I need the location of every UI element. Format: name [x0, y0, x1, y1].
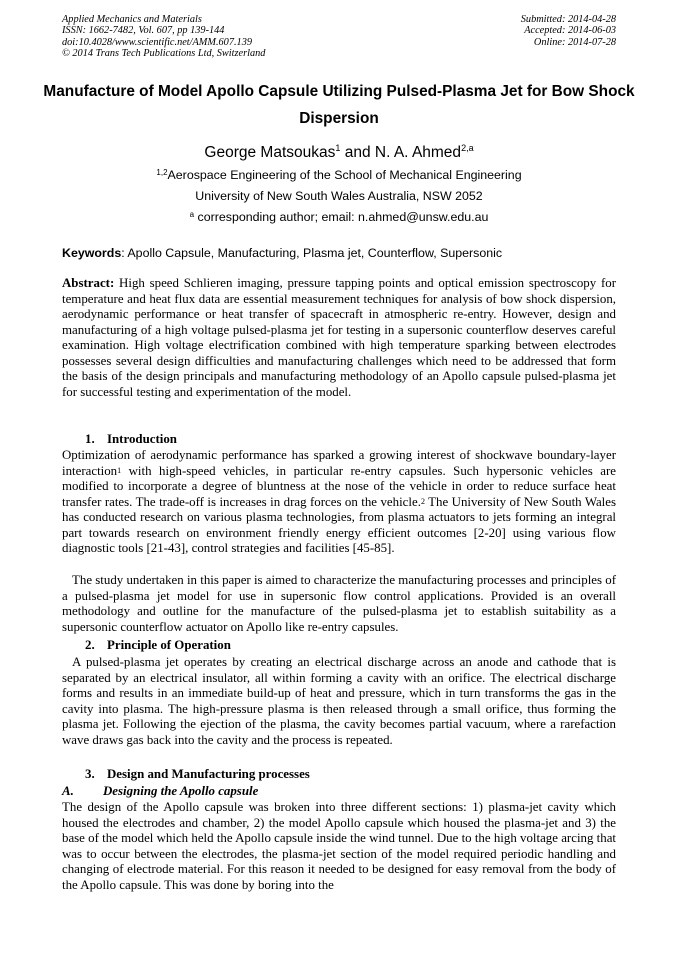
section-3-heading — [85, 767, 310, 782]
section-2-heading — [85, 638, 231, 653]
copyright: © 2014 Trans Tech Publications Ltd, Switzerland — [62, 47, 266, 59]
submitted-date: Submitted: 2014-04-28 — [520, 14, 616, 25]
section-1-heading — [85, 432, 177, 447]
paper-title: Manufacture of Model Apollo Capsule Utilizing Pulsed-Plasma Jet for Bow Shock Dispersion — [43, 83, 635, 127]
section-2-title: Principle of Operation — [107, 638, 231, 652]
section-2-paragraph-1: A pulsed-plasma jet operates by creating an electrical discharge across an anode and cathode that is separated by an electrical insulator, all within forming a cavity with an orifice. The electrical discharge forms and results in an immediate build-up of heat and pressure, which in turn transforms the gas in the cavity into plasma. The high-pressure plasma is then released through a small orifice, thus forming the plasma jet. Following the ejection of the plasma, the cavity becomes partial vacuum, where a rarefaction wave draws gas back into the cavity and the process is repeated. — [62, 655, 616, 747]
keywords-label: Keywords — [62, 246, 122, 260]
journal-name: Applied Mechanics and Materials — [62, 14, 202, 25]
affiliation-sup: 1,2 — [156, 168, 168, 177]
affiliation-line-2: University of New South Wales Australia, NSW 2052 — [195, 189, 483, 203]
header-right — [521, 14, 616, 48]
section-1-number: 1. — [85, 432, 95, 446]
footnote-ref-2: 2 — [420, 496, 425, 506]
header-left — [62, 14, 265, 59]
authors-and: and — [340, 144, 375, 161]
section-2-number: 2. — [85, 638, 95, 652]
abstract — [62, 276, 616, 400]
accepted-date: Accepted: 2014-06-03 — [524, 25, 616, 37]
section-3-title: Design and Manufacturing processes — [107, 767, 310, 781]
issn: ISSN: 1662-7482, Vol. 607, pp 139-144 — [62, 25, 225, 37]
section-1-paragraph-1 — [62, 448, 616, 557]
abstract-label: Abstract: — [62, 276, 115, 290]
section-1-paragraph-2: The study undertaken in this paper is aimed to characterize the manufacturing processes and principles of a pulsed-plasma jet model for use in supersonic flow control applications. Provided is an overall methodology and outline for the manufacture of the pulsed-plasma jet to establish suitability as a supersonic counterflow actuator on Apollo like re-entry capsules. — [62, 573, 616, 634]
abstract-text: High speed Schlieren imaging, pressure tapping points and optical emission spectroscopy for temperature and heat flux data are essential measurement techniques for analysis of bow shock dispersion, aerodynamic performance or heat transfer of spacecraft in atmospheric re-entry. However, design and manufacturing of a high voltage pulsed-plasma jet for testing in a supersonic counterflow deserves careful examination. High voltage electrification combined with high temperature sparking between electrodes possesses several design difficulties and manufacturing challenges which need to be addressed that form the basis of the design principals and manufacturing methodology of an Apollo capsule pulsed-plasma jet for successful testing and experimentation of the model. — [62, 276, 616, 399]
subsection-a-title: Designing the Apollo capsule — [103, 784, 259, 798]
section-3-number: 3. — [85, 767, 95, 781]
online-date: Online: 2014-07-28 — [533, 36, 616, 48]
subsection-a-heading — [62, 784, 258, 799]
subsection-a-number: A. — [62, 784, 74, 798]
section-1-text-a: Optimization of aerodynamic performance has sparked a growing interest of shockwave boundary-layer interaction — [62, 448, 616, 478]
affiliation-line-1 — [0, 168, 678, 182]
authors — [0, 144, 678, 162]
keywords — [62, 246, 616, 260]
affiliation-line-3 — [0, 210, 678, 224]
affiliation-text-1: Aerospace Engineering of the School of Mechanical Engineering — [167, 168, 522, 182]
section-1-text-b: with high-speed vehicles, in particular re-entry capsules. Such hypersonic vehicles are modified to incorporate a degree of bluntness at the nose of the vehicle in order to reduce surface heat transfer rates. The trade-off is increases in drag forces on the vehicle. — [62, 463, 616, 509]
author-1-affiliation: 1 — [335, 143, 341, 153]
section-3-paragraph-1: The design of the Apollo capsule was broken into three different sections: 1) plasma-jet cavity which housed the electrodes and chamber, 2) the model Apollo capsule which housed the plasma-jet and 3) the base of the model which held the Apollo capsule inside the wind tunnel. Due to the high voltage arcing that was to occur between the electrodes, the plasma-jet section of the model required periodic handling and changing of electrode material. For this reason it needed to be designed for easy removal from the body of the Apollo capsule. This was done by boring into the — [62, 800, 616, 892]
footnote-ref-1: 1 — [117, 465, 122, 475]
author-1: George Matsoukas — [204, 144, 336, 161]
author-2: N. A. Ahmed — [374, 144, 462, 161]
author-2-affiliation: 2,a — [461, 143, 474, 153]
doi: doi:10.4028/www.scientific.net/AMM.607.139 — [62, 36, 252, 48]
section-1-text-c: The University of New South Wales has conducted research on various plasma technologies, from plasma actuators to jets forming an integral part towards research on environment friendly energy efficient outcomes [2-20] using various flow diagnostic tools [21-43], control strategies and facilities [45-85]. — [62, 494, 617, 555]
section-1-title: Introduction — [107, 432, 177, 446]
corresponding-sup: a — [189, 210, 195, 219]
keywords-text: : Apollo Capsule, Manufacturing, Plasma jet, Counterflow, Supersonic — [121, 246, 503, 260]
corresponding-author-email: corresponding author; email: n.ahmed@unsw.edu.au — [197, 210, 489, 224]
